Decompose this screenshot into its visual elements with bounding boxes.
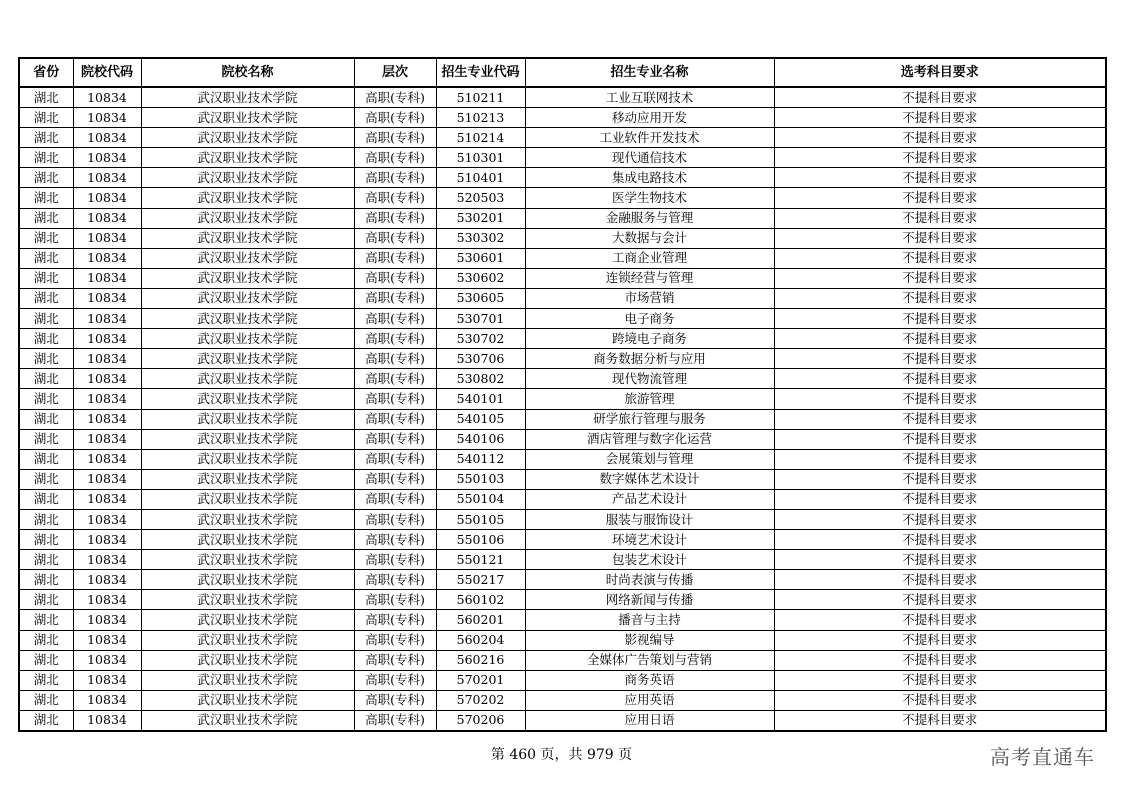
province-cell: 湖北 [19,329,73,349]
major-name-cell: 商务英语 [525,670,774,690]
subject-requirement-cell: 不提科目要求 [774,248,1106,268]
subject-requirement-cell: 不提科目要求 [774,409,1106,429]
major-name-cell: 大数据与会计 [525,228,774,248]
major-code-cell: 510401 [436,168,525,188]
subject-requirement-cell: 不提科目要求 [774,389,1106,409]
level-cell: 高职(专科) [354,208,436,228]
level-cell: 高职(专科) [354,489,436,509]
major-name-cell: 集成电路技术 [525,168,774,188]
major-name-cell: 包装艺术设计 [525,550,774,570]
table-row [19,228,1106,248]
subject-requirement-cell: 不提科目要求 [774,168,1106,188]
major-name-cell: 连锁经营与管理 [525,268,774,288]
table-row [19,590,1106,610]
province-cell: 湖北 [19,188,73,208]
school-code-cell: 10834 [73,449,141,469]
level-cell: 高职(专科) [354,509,436,529]
table-row [19,87,1106,108]
major-name-cell: 酒店管理与数字化运营 [525,429,774,449]
subject-requirement-cell: 不提科目要求 [774,329,1106,349]
major-code-cell: 520503 [436,188,525,208]
level-cell: 高职(专科) [354,228,436,248]
school-name-cell: 武汉职业技术学院 [141,128,354,148]
school-name-cell: 武汉职业技术学院 [141,228,354,248]
major-name-cell: 工商企业管理 [525,248,774,268]
table-row [19,108,1106,128]
subject-requirement-cell: 不提科目要求 [774,570,1106,590]
school-code-cell: 10834 [73,389,141,409]
level-cell: 高职(专科) [354,188,436,208]
table-row [19,509,1106,529]
table-row [19,309,1106,329]
table-row [19,128,1106,148]
major-code-cell: 550105 [436,509,525,529]
subject-requirement-cell: 不提科目要求 [774,228,1106,248]
major-name-cell: 环境艺术设计 [525,530,774,550]
school-code-cell: 10834 [73,329,141,349]
major-code-cell: 560201 [436,610,525,630]
major-name-cell: 产品艺术设计 [525,489,774,509]
subject-requirement-cell: 不提科目要求 [774,349,1106,369]
school-name-cell: 武汉职业技术学院 [141,168,354,188]
province-cell: 湖北 [19,248,73,268]
major-name-cell: 市场营销 [525,288,774,308]
school-name-cell: 武汉职业技术学院 [141,610,354,630]
subject-requirement-cell: 不提科目要求 [774,369,1106,389]
level-cell: 高职(专科) [354,288,436,308]
table-row [19,349,1106,369]
major-name-cell: 医学生物技术 [525,188,774,208]
table-row [19,369,1106,389]
major-code-cell: 550103 [436,469,525,489]
province-cell: 湖北 [19,309,73,329]
school-code-cell: 10834 [73,550,141,570]
level-cell: 高职(专科) [354,469,436,489]
table-row [19,168,1106,188]
school-name-cell: 武汉职业技术学院 [141,570,354,590]
school-name-cell: 武汉职业技术学院 [141,630,354,650]
major-code-cell: 510301 [436,148,525,168]
school-code-cell: 10834 [73,349,141,369]
major-name-cell: 播音与主持 [525,610,774,630]
province-cell: 湖北 [19,650,73,670]
school-name-cell: 武汉职业技术学院 [141,188,354,208]
table-row [19,268,1106,288]
school-code-cell: 10834 [73,168,141,188]
school-code-cell: 10834 [73,128,141,148]
school-code-cell: 10834 [73,188,141,208]
table-row [19,429,1106,449]
school-name-cell: 武汉职业技术学院 [141,208,354,228]
table-row [19,208,1106,228]
level-cell: 高职(专科) [354,148,436,168]
major-name-cell: 影视编导 [525,630,774,650]
school-name-cell: 武汉职业技术学院 [141,550,354,570]
level-cell: 高职(专科) [354,349,436,369]
subject-requirement-cell: 不提科目要求 [774,610,1106,630]
province-cell: 湖北 [19,168,73,188]
level-cell: 高职(专科) [354,550,436,570]
subject-requirement-cell: 不提科目要求 [774,670,1106,690]
subject-requirement-cell: 不提科目要求 [774,630,1106,650]
province-cell: 湖北 [19,550,73,570]
province-cell: 湖北 [19,610,73,630]
school-code-cell: 10834 [73,208,141,228]
subject-requirement-cell: 不提科目要求 [774,489,1106,509]
province-cell: 湖北 [19,630,73,650]
subject-requirement-cell: 不提科目要求 [774,690,1106,710]
major-code-cell: 510213 [436,108,525,128]
province-cell: 湖北 [19,710,73,731]
school-code-cell: 10834 [73,570,141,590]
major-code-cell: 530601 [436,248,525,268]
level-cell: 高职(专科) [354,449,436,469]
table-row [19,449,1106,469]
province-cell: 湖北 [19,108,73,128]
school-name-cell: 武汉职业技术学院 [141,670,354,690]
subject-requirement-cell: 不提科目要求 [774,449,1106,469]
table-row [19,389,1106,409]
table-row [19,288,1106,308]
table-row [19,630,1106,650]
school-code-cell: 10834 [73,489,141,509]
level-cell: 高职(专科) [354,389,436,409]
school-code-cell: 10834 [73,590,141,610]
province-cell: 湖北 [19,369,73,389]
major-name-cell: 会展策划与管理 [525,449,774,469]
school-code-cell: 10834 [73,148,141,168]
level-cell: 高职(专科) [354,630,436,650]
major-name-cell: 服装与服饰设计 [525,509,774,529]
level-cell: 高职(专科) [354,268,436,288]
province-cell: 湖北 [19,429,73,449]
school-code-cell: 10834 [73,469,141,489]
level-cell: 高职(专科) [354,650,436,670]
school-code-cell: 10834 [73,268,141,288]
major-code-cell: 550217 [436,570,525,590]
major-name-cell: 商务数据分析与应用 [525,349,774,369]
school-code-cell: 10834 [73,710,141,731]
major-code-cell: 530201 [436,208,525,228]
school-code-cell: 10834 [73,650,141,670]
level-cell: 高职(专科) [354,670,436,690]
level-cell: 高职(专科) [354,309,436,329]
major-code-cell: 510214 [436,128,525,148]
watermark-logo: 高考直通车 [990,745,1095,769]
school-name-cell: 武汉职业技术学院 [141,590,354,610]
province-cell: 湖北 [19,590,73,610]
major-code-cell: 540112 [436,449,525,469]
province-cell: 湖北 [19,208,73,228]
major-code-cell: 570202 [436,690,525,710]
school-code-cell: 10834 [73,108,141,128]
subject-requirement-cell: 不提科目要求 [774,509,1106,529]
level-cell: 高职(专科) [354,590,436,610]
table-row [19,530,1106,550]
major-code-cell: 510211 [436,87,525,108]
table-row [19,248,1106,268]
major-code-cell: 560102 [436,590,525,610]
level-cell: 高职(专科) [354,530,436,550]
school-code-cell: 10834 [73,309,141,329]
level-cell: 高职(专科) [354,369,436,389]
province-cell: 湖北 [19,148,73,168]
major-name-cell: 跨境电子商务 [525,329,774,349]
document-sheet [18,57,1105,732]
level-cell: 高职(专科) [354,87,436,108]
level-cell: 高职(专科) [354,610,436,630]
table-row [19,570,1106,590]
major-name-cell: 应用日语 [525,710,774,731]
major-name-cell: 现代通信技术 [525,148,774,168]
admission-table [18,57,1107,732]
major-code-cell: 540106 [436,429,525,449]
major-name-cell: 移动应用开发 [525,108,774,128]
school-name-cell: 武汉职业技术学院 [141,108,354,128]
header-school-name: 院校名称 [141,58,354,87]
province-cell: 湖北 [19,128,73,148]
school-name-cell: 武汉职业技术学院 [141,429,354,449]
level-cell: 高职(专科) [354,248,436,268]
major-code-cell: 570201 [436,670,525,690]
level-cell: 高职(专科) [354,710,436,731]
school-name-cell: 武汉职业技术学院 [141,489,354,509]
school-code-cell: 10834 [73,429,141,449]
major-name-cell: 数字媒体艺术设计 [525,469,774,489]
level-cell: 高职(专科) [354,429,436,449]
level-cell: 高职(专科) [354,108,436,128]
major-name-cell: 现代物流管理 [525,369,774,389]
school-name-cell: 武汉职业技术学院 [141,349,354,369]
level-cell: 高职(专科) [354,409,436,429]
table-row [19,710,1106,731]
subject-requirement-cell: 不提科目要求 [774,590,1106,610]
major-name-cell: 全媒体广告策划与营销 [525,650,774,670]
school-name-cell: 武汉职业技术学院 [141,690,354,710]
table-row [19,409,1106,429]
subject-requirement-cell: 不提科目要求 [774,268,1106,288]
table-row [19,690,1106,710]
table-row [19,650,1106,670]
province-cell: 湖北 [19,389,73,409]
major-code-cell: 540101 [436,389,525,409]
school-code-cell: 10834 [73,87,141,108]
table-row [19,188,1106,208]
major-name-cell: 研学旅行管理与服务 [525,409,774,429]
major-name-cell: 金融服务与管理 [525,208,774,228]
table-header-row [19,58,1106,87]
school-name-cell: 武汉职业技术学院 [141,710,354,731]
school-name-cell: 武汉职业技术学院 [141,469,354,489]
province-cell: 湖北 [19,449,73,469]
table-row [19,329,1106,349]
subject-requirement-cell: 不提科目要求 [774,429,1106,449]
subject-requirement-cell: 不提科目要求 [774,108,1106,128]
table-row [19,489,1106,509]
school-name-cell: 武汉职业技术学院 [141,148,354,168]
table-row [19,148,1106,168]
header-major-code: 招生专业代码 [436,58,525,87]
province-cell: 湖北 [19,87,73,108]
school-name-cell: 武汉职业技术学院 [141,329,354,349]
subject-requirement-cell: 不提科目要求 [774,309,1106,329]
subject-requirement-cell: 不提科目要求 [774,469,1106,489]
school-code-cell: 10834 [73,409,141,429]
table-row [19,670,1106,690]
major-code-cell: 530702 [436,329,525,349]
school-name-cell: 武汉职业技术学院 [141,509,354,529]
province-cell: 湖北 [19,509,73,529]
school-name-cell: 武汉职业技术学院 [141,530,354,550]
subject-requirement-cell: 不提科目要求 [774,208,1106,228]
subject-requirement-cell: 不提科目要求 [774,710,1106,731]
major-name-cell: 网络新闻与传播 [525,590,774,610]
school-code-cell: 10834 [73,228,141,248]
major-code-cell: 540105 [436,409,525,429]
school-name-cell: 武汉职业技术学院 [141,369,354,389]
province-cell: 湖北 [19,288,73,308]
major-name-cell: 时尚表演与传播 [525,570,774,590]
subject-requirement-cell: 不提科目要求 [774,550,1106,570]
level-cell: 高职(专科) [354,128,436,148]
major-name-cell: 旅游管理 [525,389,774,409]
province-cell: 湖北 [19,670,73,690]
major-code-cell: 550106 [436,530,525,550]
school-code-cell: 10834 [73,670,141,690]
province-cell: 湖北 [19,690,73,710]
school-name-cell: 武汉职业技术学院 [141,248,354,268]
school-code-cell: 10834 [73,610,141,630]
major-code-cell: 530701 [436,309,525,329]
level-cell: 高职(专科) [354,690,436,710]
page-number: 第 460 页，共 979 页 [490,747,633,763]
table-body [19,87,1106,731]
school-name-cell: 武汉职业技术学院 [141,409,354,429]
school-code-cell: 10834 [73,530,141,550]
school-name-cell: 武汉职业技术学院 [141,449,354,469]
header-province: 省份 [19,58,73,87]
school-code-cell: 10834 [73,690,141,710]
subject-requirement-cell: 不提科目要求 [774,530,1106,550]
major-code-cell: 570206 [436,710,525,731]
province-cell: 湖北 [19,228,73,248]
school-name-cell: 武汉职业技术学院 [141,268,354,288]
province-cell: 湖北 [19,570,73,590]
header-level: 层次 [354,58,436,87]
major-code-cell: 530605 [436,288,525,308]
province-cell: 湖北 [19,489,73,509]
header-subject-requirement: 选考科目要求 [774,58,1106,87]
province-cell: 湖北 [19,530,73,550]
school-code-cell: 10834 [73,288,141,308]
table-row [19,610,1106,630]
province-cell: 湖北 [19,268,73,288]
school-code-cell: 10834 [73,248,141,268]
school-code-cell: 10834 [73,630,141,650]
major-code-cell: 530706 [436,349,525,369]
header-major-name: 招生专业名称 [525,58,774,87]
level-cell: 高职(专科) [354,329,436,349]
level-cell: 高职(专科) [354,168,436,188]
major-code-cell: 560216 [436,650,525,670]
major-code-cell: 530602 [436,268,525,288]
school-name-cell: 武汉职业技术学院 [141,309,354,329]
table-row [19,550,1106,570]
table-row [19,469,1106,489]
subject-requirement-cell: 不提科目要求 [774,188,1106,208]
major-code-cell: 530302 [436,228,525,248]
province-cell: 湖北 [19,349,73,369]
major-code-cell: 550121 [436,550,525,570]
school-code-cell: 10834 [73,369,141,389]
major-name-cell: 电子商务 [525,309,774,329]
level-cell: 高职(专科) [354,570,436,590]
subject-requirement-cell: 不提科目要求 [774,87,1106,108]
subject-requirement-cell: 不提科目要求 [774,148,1106,168]
school-name-cell: 武汉职业技术学院 [141,650,354,670]
subject-requirement-cell: 不提科目要求 [774,128,1106,148]
school-name-cell: 武汉职业技术学院 [141,288,354,308]
major-code-cell: 550104 [436,489,525,509]
province-cell: 湖北 [19,409,73,429]
major-code-cell: 530802 [436,369,525,389]
major-name-cell: 工业软件开发技术 [525,128,774,148]
school-name-cell: 武汉职业技术学院 [141,87,354,108]
school-code-cell: 10834 [73,509,141,529]
province-cell: 湖北 [19,469,73,489]
major-name-cell: 工业互联网技术 [525,87,774,108]
school-name-cell: 武汉职业技术学院 [141,389,354,409]
subject-requirement-cell: 不提科目要求 [774,288,1106,308]
major-name-cell: 应用英语 [525,690,774,710]
major-code-cell: 560204 [436,630,525,650]
header-school-code: 院校代码 [73,58,141,87]
subject-requirement-cell: 不提科目要求 [774,650,1106,670]
